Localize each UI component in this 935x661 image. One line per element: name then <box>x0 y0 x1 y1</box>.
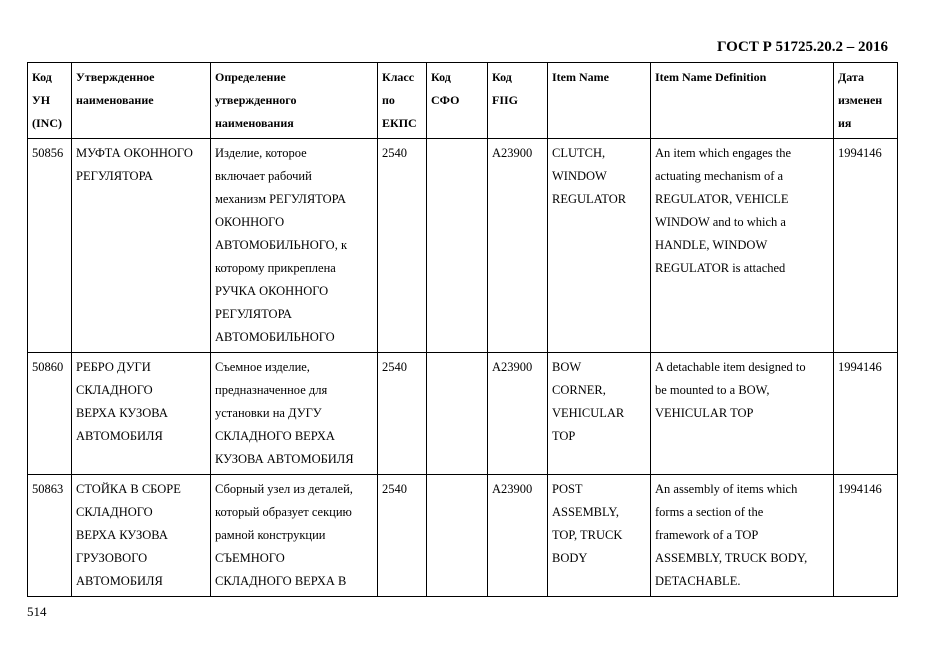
cell-fiig <box>488 353 548 475</box>
cell-class <box>378 139 427 353</box>
cell-line: forms a section of the <box>655 505 764 519</box>
cell-definition <box>211 139 378 353</box>
cell-item-name <box>548 353 651 475</box>
header-line: Дата <box>838 70 864 84</box>
cell-line: МУФТА ОКОННОГО <box>76 146 193 160</box>
column-header-date <box>834 63 898 139</box>
cell-name <box>72 139 211 353</box>
cell-line: Сборный узел из деталей, <box>215 482 353 496</box>
cell-line: WINDOW and to which a <box>655 215 786 229</box>
cell-line: АВТОМОБИЛЯ <box>76 429 163 443</box>
table-row <box>28 353 898 475</box>
cell-line: CLUTCH, <box>552 146 606 160</box>
cell-item-definition <box>651 139 834 353</box>
header-line: наименование <box>76 93 154 107</box>
cell-line: который образует секцию <box>215 505 352 519</box>
cell-line: VEHICULAR <box>552 406 625 420</box>
cell-sfo <box>427 475 488 597</box>
header-line: изменен <box>838 93 883 107</box>
cell-line: WINDOW <box>552 169 607 183</box>
cell-line: предназначенное для <box>215 383 328 397</box>
header-line: Item Name Definition <box>655 70 767 84</box>
cell-line: ВЕРХА КУЗОВА <box>76 406 168 420</box>
cell-line: Съемное изделие, <box>215 360 310 374</box>
cell-line: 1994146 <box>838 482 882 496</box>
cell-fiig <box>488 139 548 353</box>
cell-date <box>834 475 898 597</box>
cell-line: BODY <box>552 551 588 565</box>
header-line: Класс <box>382 70 415 84</box>
cell-name <box>72 353 211 475</box>
cell-item-name <box>548 475 651 597</box>
cell-line: actuating mechanism of a <box>655 169 784 183</box>
cell-line: КУЗОВА АВТОМОБИЛЯ <box>215 452 354 466</box>
cell-item-name <box>548 139 651 353</box>
column-header-sfo <box>427 63 488 139</box>
cell-code <box>28 353 72 475</box>
cell-code <box>28 139 72 353</box>
cell-line: ВЕРХА КУЗОВА <box>76 528 168 542</box>
cell-fiig <box>488 475 548 597</box>
cell-line: REGULATOR, VEHICLE <box>655 192 789 206</box>
column-header-definition <box>211 63 378 139</box>
cell-item-definition <box>651 353 834 475</box>
column-header-fiig <box>488 63 548 139</box>
cell-line: BOW <box>552 360 582 374</box>
cell-line: включает рабочий <box>215 169 312 183</box>
cell-class <box>378 475 427 597</box>
header-line: Item Name <box>552 70 609 84</box>
header-line: Код <box>492 70 512 84</box>
cell-line: HANDLE, WINDOW <box>655 238 768 252</box>
cell-line: АВТОМОБИЛЯ <box>76 574 163 588</box>
cell-line: которому прикреплена <box>215 261 336 275</box>
cell-line: VEHICULAR TOP <box>655 406 754 420</box>
page-number: 514 <box>27 604 47 619</box>
cell-line: установки на ДУГУ <box>215 406 322 420</box>
cell-class <box>378 353 427 475</box>
header-line: СФО <box>431 93 460 107</box>
table-body <box>28 139 898 597</box>
header-line: Код <box>32 70 52 84</box>
cell-line: АВТОМОБИЛЬНОГО, к <box>215 238 348 252</box>
cell-line: An assembly of items which <box>655 482 798 496</box>
document-title: ГОСТ Р 51725.20.2 – 2016 <box>716 39 888 55</box>
cell-date <box>834 139 898 353</box>
cell-definition <box>211 475 378 597</box>
cell-line: РУЧКА ОКОННОГО <box>215 284 329 298</box>
cell-line: framework of a TOP <box>655 528 759 542</box>
cell-line: 2540 <box>382 146 407 160</box>
cell-line: ОКОННОГО <box>215 215 285 229</box>
cell-line: A23900 <box>492 146 533 160</box>
cell-line: A23900 <box>492 482 533 496</box>
cell-item-definition <box>651 475 834 597</box>
header-line: ЕКПС <box>382 116 417 130</box>
header-line: утвержденного <box>215 93 297 107</box>
cell-line: 2540 <box>382 482 407 496</box>
cell-line: Изделие, которое <box>215 146 307 160</box>
cell-line: 1994146 <box>838 146 882 160</box>
cell-line: TOP, TRUCK <box>552 528 623 542</box>
catalog-table <box>27 62 898 597</box>
header-line: Определение <box>215 70 286 84</box>
table-row <box>28 475 898 597</box>
cell-line: ASSEMBLY, TRUCK BODY, <box>655 551 808 565</box>
cell-line: TOP <box>552 429 576 443</box>
cell-line: СЪЕМНОГО <box>215 551 285 565</box>
cell-line: ASSEMBLY, <box>552 505 619 519</box>
cell-sfo <box>427 139 488 353</box>
column-header-item-name <box>548 63 651 139</box>
cell-line: РЕБРО ДУГИ <box>76 360 151 374</box>
column-header-name <box>72 63 211 139</box>
table-row <box>28 139 898 353</box>
cell-name <box>72 475 211 597</box>
column-header-code <box>28 63 72 139</box>
header-line: УН <box>32 93 51 107</box>
cell-line: СКЛАДНОГО <box>76 505 153 519</box>
column-header-class <box>378 63 427 139</box>
cell-line: 50856 <box>32 146 64 160</box>
header-line: по <box>382 93 395 107</box>
cell-line: механизм РЕГУЛЯТОРА <box>215 192 347 206</box>
header-line: (INC) <box>32 116 62 130</box>
cell-line: 2540 <box>382 360 407 374</box>
header-line: наименования <box>215 116 294 130</box>
cell-sfo <box>427 353 488 475</box>
cell-line: An item which engages the <box>655 146 792 160</box>
cell-line: АВТОМОБИЛЬНОГО <box>215 330 335 344</box>
cell-line: СТОЙКА В СБОРЕ <box>76 482 181 496</box>
cell-line: A23900 <box>492 360 533 374</box>
header-line: FIIG <box>492 93 519 107</box>
cell-line: СКЛАДНОГО <box>76 383 153 397</box>
header-line: ия <box>838 116 852 130</box>
cell-line: be mounted to a BOW, <box>655 383 770 397</box>
table-header-row <box>28 63 898 139</box>
cell-line: РЕГУЛЯТОРА <box>215 307 292 321</box>
cell-line: DETACHABLE. <box>655 574 741 588</box>
cell-line: 1994146 <box>838 360 882 374</box>
cell-line: POST <box>552 482 583 496</box>
cell-line: ГРУЗОВОГО <box>76 551 148 565</box>
cell-definition <box>211 353 378 475</box>
cell-line: 50863 <box>32 482 64 496</box>
cell-line: рамной конструкции <box>215 528 326 542</box>
cell-line: РЕГУЛЯТОРА <box>76 169 153 183</box>
header-line: Код <box>431 70 451 84</box>
cell-line: REGULATOR is attached <box>655 261 786 275</box>
cell-date <box>834 353 898 475</box>
cell-code <box>28 475 72 597</box>
cell-line: REGULATOR <box>552 192 627 206</box>
cell-line: CORNER, <box>552 383 606 397</box>
cell-line: СКЛАДНОГО ВЕРХА <box>215 429 335 443</box>
cell-line: СКЛАДНОГО ВЕРХА В <box>215 574 347 588</box>
header-line: Утвержденное <box>76 70 155 84</box>
column-header-item-definition <box>651 63 834 139</box>
cell-line: A detachable item designed to <box>655 360 806 374</box>
cell-line: 50860 <box>32 360 64 374</box>
